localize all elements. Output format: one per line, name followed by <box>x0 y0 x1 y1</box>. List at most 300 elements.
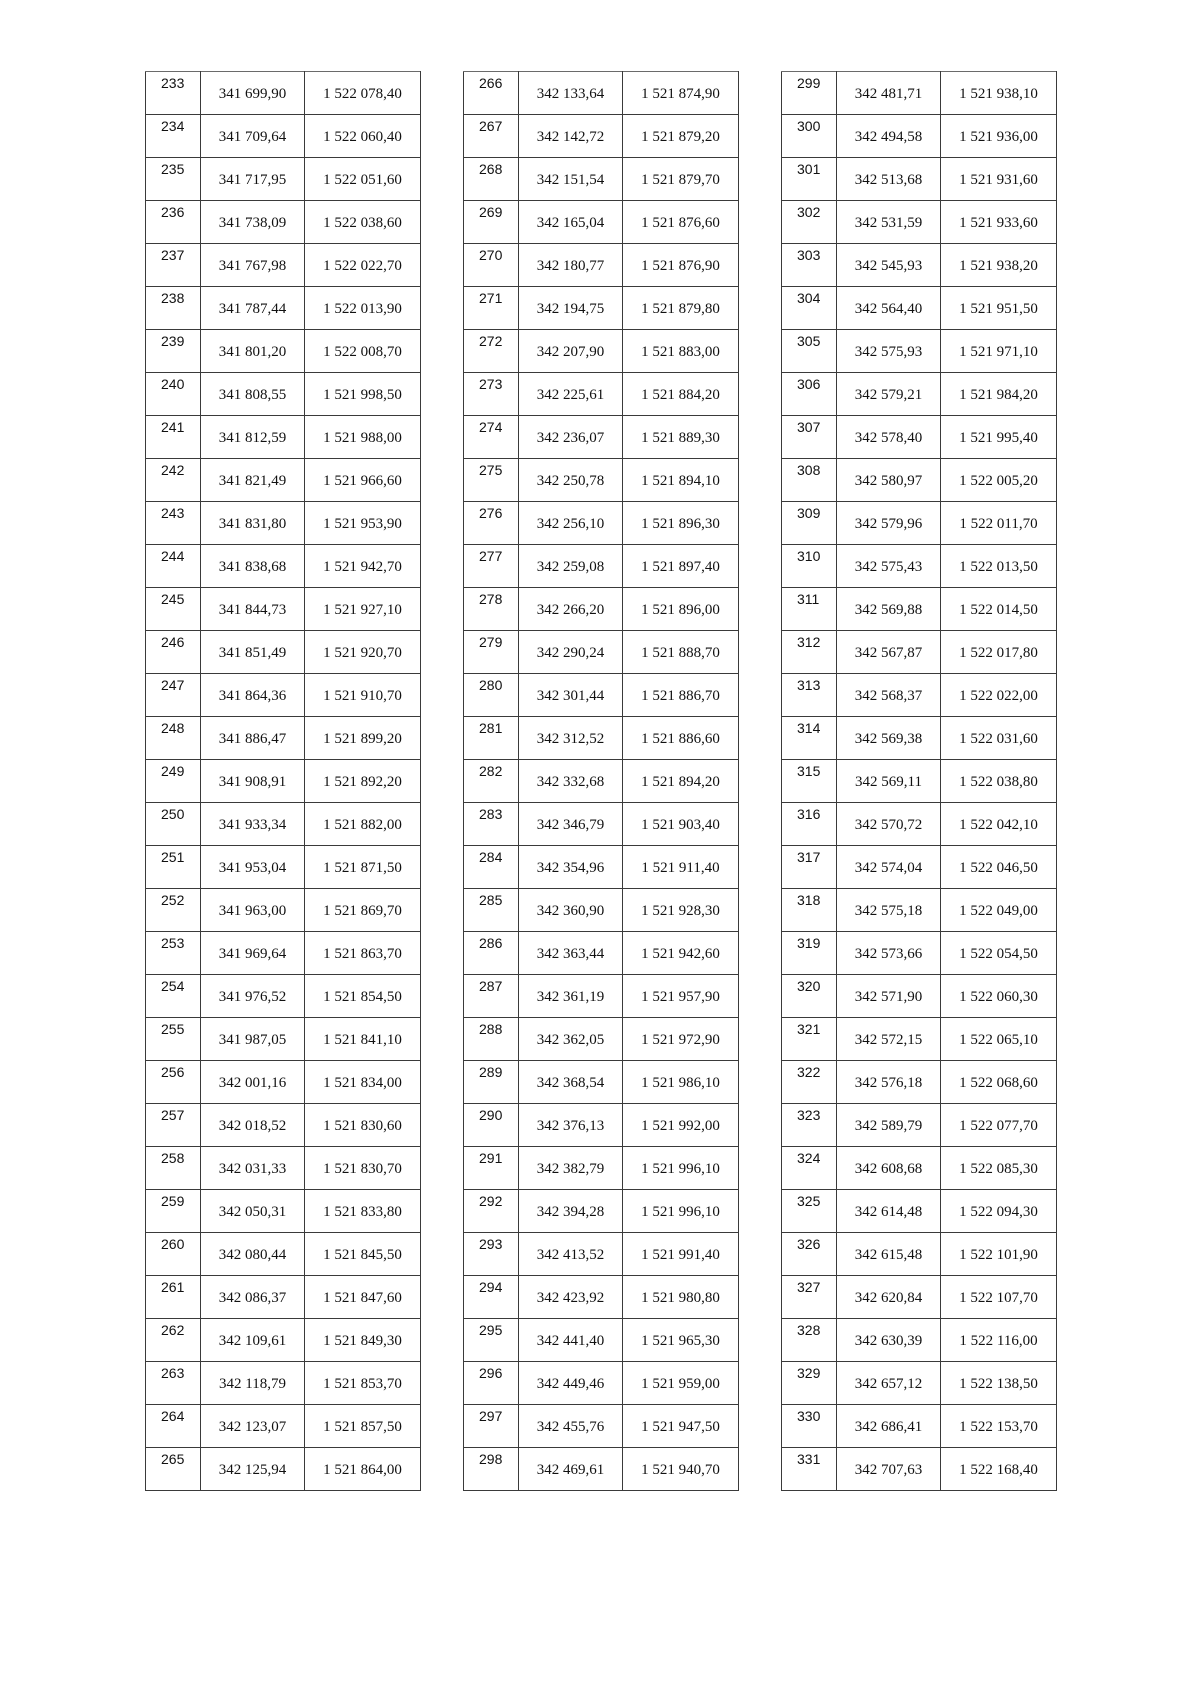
point-number-cell: 319 <box>782 932 837 975</box>
y-coordinate-cell: 1 522 054,50 <box>941 932 1057 975</box>
table-row <box>146 115 421 158</box>
x-coordinate-cell: 341 801,20 <box>201 330 305 373</box>
table-row <box>464 1061 739 1104</box>
table-row <box>464 459 739 502</box>
table-row <box>464 158 739 201</box>
table-row <box>464 889 739 932</box>
y-coordinate-cell: 1 521 876,90 <box>623 244 739 287</box>
point-number-cell: 325 <box>782 1190 837 1233</box>
table-row <box>782 459 1057 502</box>
table-row <box>464 545 739 588</box>
table-row <box>464 803 739 846</box>
table-row <box>782 803 1057 846</box>
table-row <box>464 115 739 158</box>
table-row <box>146 760 421 803</box>
y-coordinate-cell: 1 521 928,30 <box>623 889 739 932</box>
table-row <box>464 1104 739 1147</box>
table-row <box>782 330 1057 373</box>
point-number-cell: 243 <box>146 502 201 545</box>
y-coordinate-cell: 1 522 038,60 <box>305 201 421 244</box>
x-coordinate-cell: 342 142,72 <box>519 115 623 158</box>
table-row <box>146 158 421 201</box>
x-coordinate-cell: 342 123,07 <box>201 1405 305 1448</box>
x-coordinate-cell: 341 969,64 <box>201 932 305 975</box>
point-number-cell: 295 <box>464 1319 519 1362</box>
table-row <box>146 1319 421 1362</box>
x-coordinate-cell: 341 838,68 <box>201 545 305 588</box>
y-coordinate-cell: 1 521 911,40 <box>623 846 739 889</box>
x-coordinate-cell: 341 717,95 <box>201 158 305 201</box>
x-coordinate-cell: 341 953,04 <box>201 846 305 889</box>
x-coordinate-cell: 342 018,52 <box>201 1104 305 1147</box>
coordinates-table-middle <box>463 71 739 1491</box>
y-coordinate-cell: 1 521 854,50 <box>305 975 421 1018</box>
x-coordinate-cell: 341 709,64 <box>201 115 305 158</box>
x-coordinate-cell: 342 236,07 <box>519 416 623 459</box>
x-coordinate-cell: 342 707,63 <box>837 1448 941 1491</box>
x-coordinate-cell: 342 207,90 <box>519 330 623 373</box>
x-coordinate-cell: 342 572,15 <box>837 1018 941 1061</box>
table-row <box>464 72 739 115</box>
point-number-cell: 257 <box>146 1104 201 1147</box>
point-number-cell: 270 <box>464 244 519 287</box>
table-row <box>782 1362 1057 1405</box>
y-coordinate-cell: 1 521 996,10 <box>623 1147 739 1190</box>
x-coordinate-cell: 342 394,28 <box>519 1190 623 1233</box>
table-row <box>464 373 739 416</box>
x-coordinate-cell: 342 259,08 <box>519 545 623 588</box>
y-coordinate-cell: 1 521 871,50 <box>305 846 421 889</box>
table-row <box>146 1190 421 1233</box>
point-number-cell: 256 <box>146 1061 201 1104</box>
point-number-cell: 296 <box>464 1362 519 1405</box>
point-number-cell: 293 <box>464 1233 519 1276</box>
x-coordinate-cell: 342 576,18 <box>837 1061 941 1104</box>
point-number-cell: 283 <box>464 803 519 846</box>
table-row <box>146 1362 421 1405</box>
point-number-cell: 235 <box>146 158 201 201</box>
table-row <box>146 244 421 287</box>
table-row <box>464 287 739 330</box>
table-row <box>782 1319 1057 1362</box>
x-coordinate-cell: 342 569,38 <box>837 717 941 760</box>
point-number-cell: 262 <box>146 1319 201 1362</box>
x-coordinate-cell: 342 589,79 <box>837 1104 941 1147</box>
y-coordinate-cell: 1 521 863,70 <box>305 932 421 975</box>
point-number-cell: 234 <box>146 115 201 158</box>
point-number-cell: 252 <box>146 889 201 932</box>
x-coordinate-cell: 342 382,79 <box>519 1147 623 1190</box>
x-coordinate-cell: 341 738,09 <box>201 201 305 244</box>
point-number-cell: 251 <box>146 846 201 889</box>
x-coordinate-cell: 342 571,90 <box>837 975 941 1018</box>
point-number-cell: 248 <box>146 717 201 760</box>
point-number-cell: 305 <box>782 330 837 373</box>
table-row <box>782 932 1057 975</box>
x-coordinate-cell: 342 125,94 <box>201 1448 305 1491</box>
y-coordinate-cell: 1 521 894,10 <box>623 459 739 502</box>
point-number-cell: 315 <box>782 760 837 803</box>
table-row <box>464 975 739 1018</box>
table-row <box>782 760 1057 803</box>
point-number-cell: 329 <box>782 1362 837 1405</box>
y-coordinate-cell: 1 521 965,30 <box>623 1319 739 1362</box>
x-coordinate-cell: 341 808,55 <box>201 373 305 416</box>
x-coordinate-cell: 342 545,93 <box>837 244 941 287</box>
point-number-cell: 274 <box>464 416 519 459</box>
table-row <box>146 717 421 760</box>
point-number-cell: 310 <box>782 545 837 588</box>
table-row <box>146 932 421 975</box>
table-row <box>464 1362 739 1405</box>
x-coordinate-cell: 342 256,10 <box>519 502 623 545</box>
y-coordinate-cell: 1 521 847,60 <box>305 1276 421 1319</box>
y-coordinate-cell: 1 521 998,50 <box>305 373 421 416</box>
x-coordinate-cell: 342 266,20 <box>519 588 623 631</box>
y-coordinate-cell: 1 521 995,40 <box>941 416 1057 459</box>
table-row <box>782 1233 1057 1276</box>
point-number-cell: 272 <box>464 330 519 373</box>
x-coordinate-cell: 342 413,52 <box>519 1233 623 1276</box>
point-number-cell: 326 <box>782 1233 837 1276</box>
x-coordinate-cell: 342 513,68 <box>837 158 941 201</box>
table-row <box>464 1190 739 1233</box>
table-row <box>464 588 739 631</box>
y-coordinate-cell: 1 521 888,70 <box>623 631 739 674</box>
point-number-cell: 303 <box>782 244 837 287</box>
y-coordinate-cell: 1 521 947,50 <box>623 1405 739 1448</box>
point-number-cell: 247 <box>146 674 201 717</box>
x-coordinate-cell: 341 933,34 <box>201 803 305 846</box>
y-coordinate-cell: 1 521 899,20 <box>305 717 421 760</box>
point-number-cell: 265 <box>146 1448 201 1491</box>
point-number-cell: 289 <box>464 1061 519 1104</box>
x-coordinate-cell: 342 086,37 <box>201 1276 305 1319</box>
y-coordinate-cell: 1 522 065,10 <box>941 1018 1057 1061</box>
x-coordinate-cell: 342 361,19 <box>519 975 623 1018</box>
table-row <box>782 115 1057 158</box>
x-coordinate-cell: 341 851,49 <box>201 631 305 674</box>
y-coordinate-cell: 1 522 022,00 <box>941 674 1057 717</box>
y-coordinate-cell: 1 521 996,10 <box>623 1190 739 1233</box>
point-number-cell: 312 <box>782 631 837 674</box>
y-coordinate-cell: 1 521 953,90 <box>305 502 421 545</box>
x-coordinate-cell: 342 615,48 <box>837 1233 941 1276</box>
y-coordinate-cell: 1 521 903,40 <box>623 803 739 846</box>
point-number-cell: 322 <box>782 1061 837 1104</box>
point-number-cell: 287 <box>464 975 519 1018</box>
y-coordinate-cell: 1 522 101,90 <box>941 1233 1057 1276</box>
point-number-cell: 301 <box>782 158 837 201</box>
x-coordinate-cell: 342 031,33 <box>201 1147 305 1190</box>
table-row <box>146 459 421 502</box>
y-coordinate-cell: 1 521 830,70 <box>305 1147 421 1190</box>
table-row <box>464 1405 739 1448</box>
table-row <box>464 1147 739 1190</box>
point-number-cell: 308 <box>782 459 837 502</box>
x-coordinate-cell: 342 194,75 <box>519 287 623 330</box>
x-coordinate-cell: 342 570,72 <box>837 803 941 846</box>
x-coordinate-cell: 342 080,44 <box>201 1233 305 1276</box>
x-coordinate-cell: 342 531,59 <box>837 201 941 244</box>
table-row <box>146 1448 421 1491</box>
table-row <box>464 932 739 975</box>
x-coordinate-cell: 342 290,24 <box>519 631 623 674</box>
point-number-cell: 306 <box>782 373 837 416</box>
y-coordinate-cell: 1 521 988,00 <box>305 416 421 459</box>
table-row <box>782 416 1057 459</box>
point-number-cell: 282 <box>464 760 519 803</box>
x-coordinate-cell: 342 133,64 <box>519 72 623 115</box>
y-coordinate-cell: 1 521 980,80 <box>623 1276 739 1319</box>
x-coordinate-cell: 342 481,71 <box>837 72 941 115</box>
point-number-cell: 260 <box>146 1233 201 1276</box>
y-coordinate-cell: 1 521 966,60 <box>305 459 421 502</box>
y-coordinate-cell: 1 521 938,10 <box>941 72 1057 115</box>
point-number-cell: 271 <box>464 287 519 330</box>
y-coordinate-cell: 1 522 060,30 <box>941 975 1057 1018</box>
table-row <box>146 1405 421 1448</box>
x-coordinate-cell: 342 449,46 <box>519 1362 623 1405</box>
point-number-cell: 320 <box>782 975 837 1018</box>
point-number-cell: 246 <box>146 631 201 674</box>
x-coordinate-cell: 342 569,11 <box>837 760 941 803</box>
point-number-cell: 258 <box>146 1147 201 1190</box>
table-row <box>146 72 421 115</box>
point-number-cell: 244 <box>146 545 201 588</box>
y-coordinate-cell: 1 522 011,70 <box>941 502 1057 545</box>
table-row <box>464 631 739 674</box>
x-coordinate-cell: 342 050,31 <box>201 1190 305 1233</box>
table-row <box>146 545 421 588</box>
point-number-cell: 330 <box>782 1405 837 1448</box>
point-number-cell: 331 <box>782 1448 837 1491</box>
table-row <box>464 201 739 244</box>
point-number-cell: 291 <box>464 1147 519 1190</box>
y-coordinate-cell: 1 521 959,00 <box>623 1362 739 1405</box>
y-coordinate-cell: 1 521 931,60 <box>941 158 1057 201</box>
y-coordinate-cell: 1 521 874,90 <box>623 72 739 115</box>
point-number-cell: 304 <box>782 287 837 330</box>
x-coordinate-cell: 342 608,68 <box>837 1147 941 1190</box>
y-coordinate-cell: 1 521 884,20 <box>623 373 739 416</box>
point-number-cell: 327 <box>782 1276 837 1319</box>
table-row <box>146 846 421 889</box>
table-row <box>464 330 739 373</box>
y-coordinate-cell: 1 522 068,60 <box>941 1061 1057 1104</box>
table-row <box>782 1405 1057 1448</box>
x-coordinate-cell: 341 886,47 <box>201 717 305 760</box>
x-coordinate-cell: 342 423,92 <box>519 1276 623 1319</box>
x-coordinate-cell: 342 620,84 <box>837 1276 941 1319</box>
y-coordinate-cell: 1 521 942,70 <box>305 545 421 588</box>
x-coordinate-cell: 342 614,48 <box>837 1190 941 1233</box>
x-coordinate-cell: 342 362,05 <box>519 1018 623 1061</box>
point-number-cell: 264 <box>146 1405 201 1448</box>
table-row <box>782 1448 1057 1491</box>
point-number-cell: 302 <box>782 201 837 244</box>
y-coordinate-cell: 1 522 078,40 <box>305 72 421 115</box>
y-coordinate-cell: 1 521 879,70 <box>623 158 739 201</box>
y-coordinate-cell: 1 521 833,80 <box>305 1190 421 1233</box>
table-row <box>146 889 421 932</box>
x-coordinate-cell: 341 812,59 <box>201 416 305 459</box>
y-coordinate-cell: 1 522 014,50 <box>941 588 1057 631</box>
y-coordinate-cell: 1 522 138,50 <box>941 1362 1057 1405</box>
point-number-cell: 277 <box>464 545 519 588</box>
x-coordinate-cell: 341 767,98 <box>201 244 305 287</box>
x-coordinate-cell: 342 657,12 <box>837 1362 941 1405</box>
point-number-cell: 280 <box>464 674 519 717</box>
y-coordinate-cell: 1 522 022,70 <box>305 244 421 287</box>
y-coordinate-cell: 1 521 879,80 <box>623 287 739 330</box>
table-row <box>782 287 1057 330</box>
x-coordinate-cell: 341 963,00 <box>201 889 305 932</box>
y-coordinate-cell: 1 522 008,70 <box>305 330 421 373</box>
x-coordinate-cell: 342 346,79 <box>519 803 623 846</box>
y-coordinate-cell: 1 521 889,30 <box>623 416 739 459</box>
point-number-cell: 313 <box>782 674 837 717</box>
y-coordinate-cell: 1 521 896,00 <box>623 588 739 631</box>
table-row <box>464 674 739 717</box>
point-number-cell: 323 <box>782 1104 837 1147</box>
x-coordinate-cell: 342 225,61 <box>519 373 623 416</box>
x-coordinate-cell: 342 312,52 <box>519 717 623 760</box>
x-coordinate-cell: 341 831,80 <box>201 502 305 545</box>
table-row <box>782 889 1057 932</box>
point-number-cell: 324 <box>782 1147 837 1190</box>
coordinates-table-left <box>145 71 421 1491</box>
table-row <box>146 1061 421 1104</box>
point-number-cell: 317 <box>782 846 837 889</box>
y-coordinate-cell: 1 522 153,70 <box>941 1405 1057 1448</box>
y-coordinate-cell: 1 521 951,50 <box>941 287 1057 330</box>
x-coordinate-cell: 341 864,36 <box>201 674 305 717</box>
coordinates-table-right <box>781 71 1057 1491</box>
y-coordinate-cell: 1 521 853,70 <box>305 1362 421 1405</box>
point-number-cell: 279 <box>464 631 519 674</box>
y-coordinate-cell: 1 521 897,40 <box>623 545 739 588</box>
point-number-cell: 250 <box>146 803 201 846</box>
point-number-cell: 318 <box>782 889 837 932</box>
point-number-cell: 275 <box>464 459 519 502</box>
table-row <box>782 1190 1057 1233</box>
x-coordinate-cell: 341 787,44 <box>201 287 305 330</box>
y-coordinate-cell: 1 521 986,10 <box>623 1061 739 1104</box>
point-number-cell: 288 <box>464 1018 519 1061</box>
table-row <box>146 287 421 330</box>
table-row <box>464 717 739 760</box>
point-number-cell: 321 <box>782 1018 837 1061</box>
y-coordinate-cell: 1 522 049,00 <box>941 889 1057 932</box>
y-coordinate-cell: 1 522 042,10 <box>941 803 1057 846</box>
x-coordinate-cell: 342 180,77 <box>519 244 623 287</box>
x-coordinate-cell: 342 575,93 <box>837 330 941 373</box>
y-coordinate-cell: 1 521 845,50 <box>305 1233 421 1276</box>
table-row <box>464 416 739 459</box>
point-number-cell: 263 <box>146 1362 201 1405</box>
y-coordinate-cell: 1 521 971,10 <box>941 330 1057 373</box>
point-number-cell: 254 <box>146 975 201 1018</box>
y-coordinate-cell: 1 521 879,20 <box>623 115 739 158</box>
point-number-cell: 314 <box>782 717 837 760</box>
y-coordinate-cell: 1 522 107,70 <box>941 1276 1057 1319</box>
point-number-cell: 269 <box>464 201 519 244</box>
x-coordinate-cell: 341 821,49 <box>201 459 305 502</box>
table-row <box>782 846 1057 889</box>
y-coordinate-cell: 1 522 116,00 <box>941 1319 1057 1362</box>
point-number-cell: 259 <box>146 1190 201 1233</box>
table-row <box>146 1104 421 1147</box>
y-coordinate-cell: 1 521 857,50 <box>305 1405 421 1448</box>
point-number-cell: 266 <box>464 72 519 115</box>
y-coordinate-cell: 1 522 013,50 <box>941 545 1057 588</box>
point-number-cell: 316 <box>782 803 837 846</box>
table-row <box>782 717 1057 760</box>
x-coordinate-cell: 342 001,16 <box>201 1061 305 1104</box>
x-coordinate-cell: 342 455,76 <box>519 1405 623 1448</box>
table-row <box>146 631 421 674</box>
point-number-cell: 309 <box>782 502 837 545</box>
table-row <box>146 803 421 846</box>
point-number-cell: 284 <box>464 846 519 889</box>
x-coordinate-cell: 342 354,96 <box>519 846 623 889</box>
x-coordinate-cell: 341 908,91 <box>201 760 305 803</box>
point-number-cell: 328 <box>782 1319 837 1362</box>
point-number-cell: 241 <box>146 416 201 459</box>
table-row <box>782 1104 1057 1147</box>
table-row <box>782 158 1057 201</box>
point-number-cell: 294 <box>464 1276 519 1319</box>
table-row <box>464 1319 739 1362</box>
table-row <box>464 1018 739 1061</box>
x-coordinate-cell: 342 579,96 <box>837 502 941 545</box>
x-coordinate-cell: 341 976,52 <box>201 975 305 1018</box>
y-coordinate-cell: 1 522 168,40 <box>941 1448 1057 1491</box>
table-row <box>464 1448 739 1491</box>
y-coordinate-cell: 1 521 920,70 <box>305 631 421 674</box>
x-coordinate-cell: 342 376,13 <box>519 1104 623 1147</box>
x-coordinate-cell: 342 580,97 <box>837 459 941 502</box>
table-row <box>464 1233 739 1276</box>
table-row <box>782 1147 1057 1190</box>
table-row <box>782 502 1057 545</box>
x-coordinate-cell: 342 568,37 <box>837 674 941 717</box>
table-row <box>782 244 1057 287</box>
table-row <box>464 502 739 545</box>
y-coordinate-cell: 1 521 910,70 <box>305 674 421 717</box>
y-coordinate-cell: 1 521 927,10 <box>305 588 421 631</box>
table-row <box>782 373 1057 416</box>
point-number-cell: 240 <box>146 373 201 416</box>
y-coordinate-cell: 1 522 046,50 <box>941 846 1057 889</box>
x-coordinate-cell: 342 332,68 <box>519 760 623 803</box>
point-number-cell: 239 <box>146 330 201 373</box>
point-number-cell: 299 <box>782 72 837 115</box>
x-coordinate-cell: 342 360,90 <box>519 889 623 932</box>
y-coordinate-cell: 1 521 991,40 <box>623 1233 739 1276</box>
table-row <box>146 201 421 244</box>
table-row <box>146 330 421 373</box>
y-coordinate-cell: 1 521 876,60 <box>623 201 739 244</box>
point-number-cell: 245 <box>146 588 201 631</box>
y-coordinate-cell: 1 521 894,20 <box>623 760 739 803</box>
table-row <box>146 416 421 459</box>
y-coordinate-cell: 1 522 077,70 <box>941 1104 1057 1147</box>
table-row <box>782 975 1057 1018</box>
y-coordinate-cell: 1 521 892,20 <box>305 760 421 803</box>
y-coordinate-cell: 1 522 094,30 <box>941 1190 1057 1233</box>
